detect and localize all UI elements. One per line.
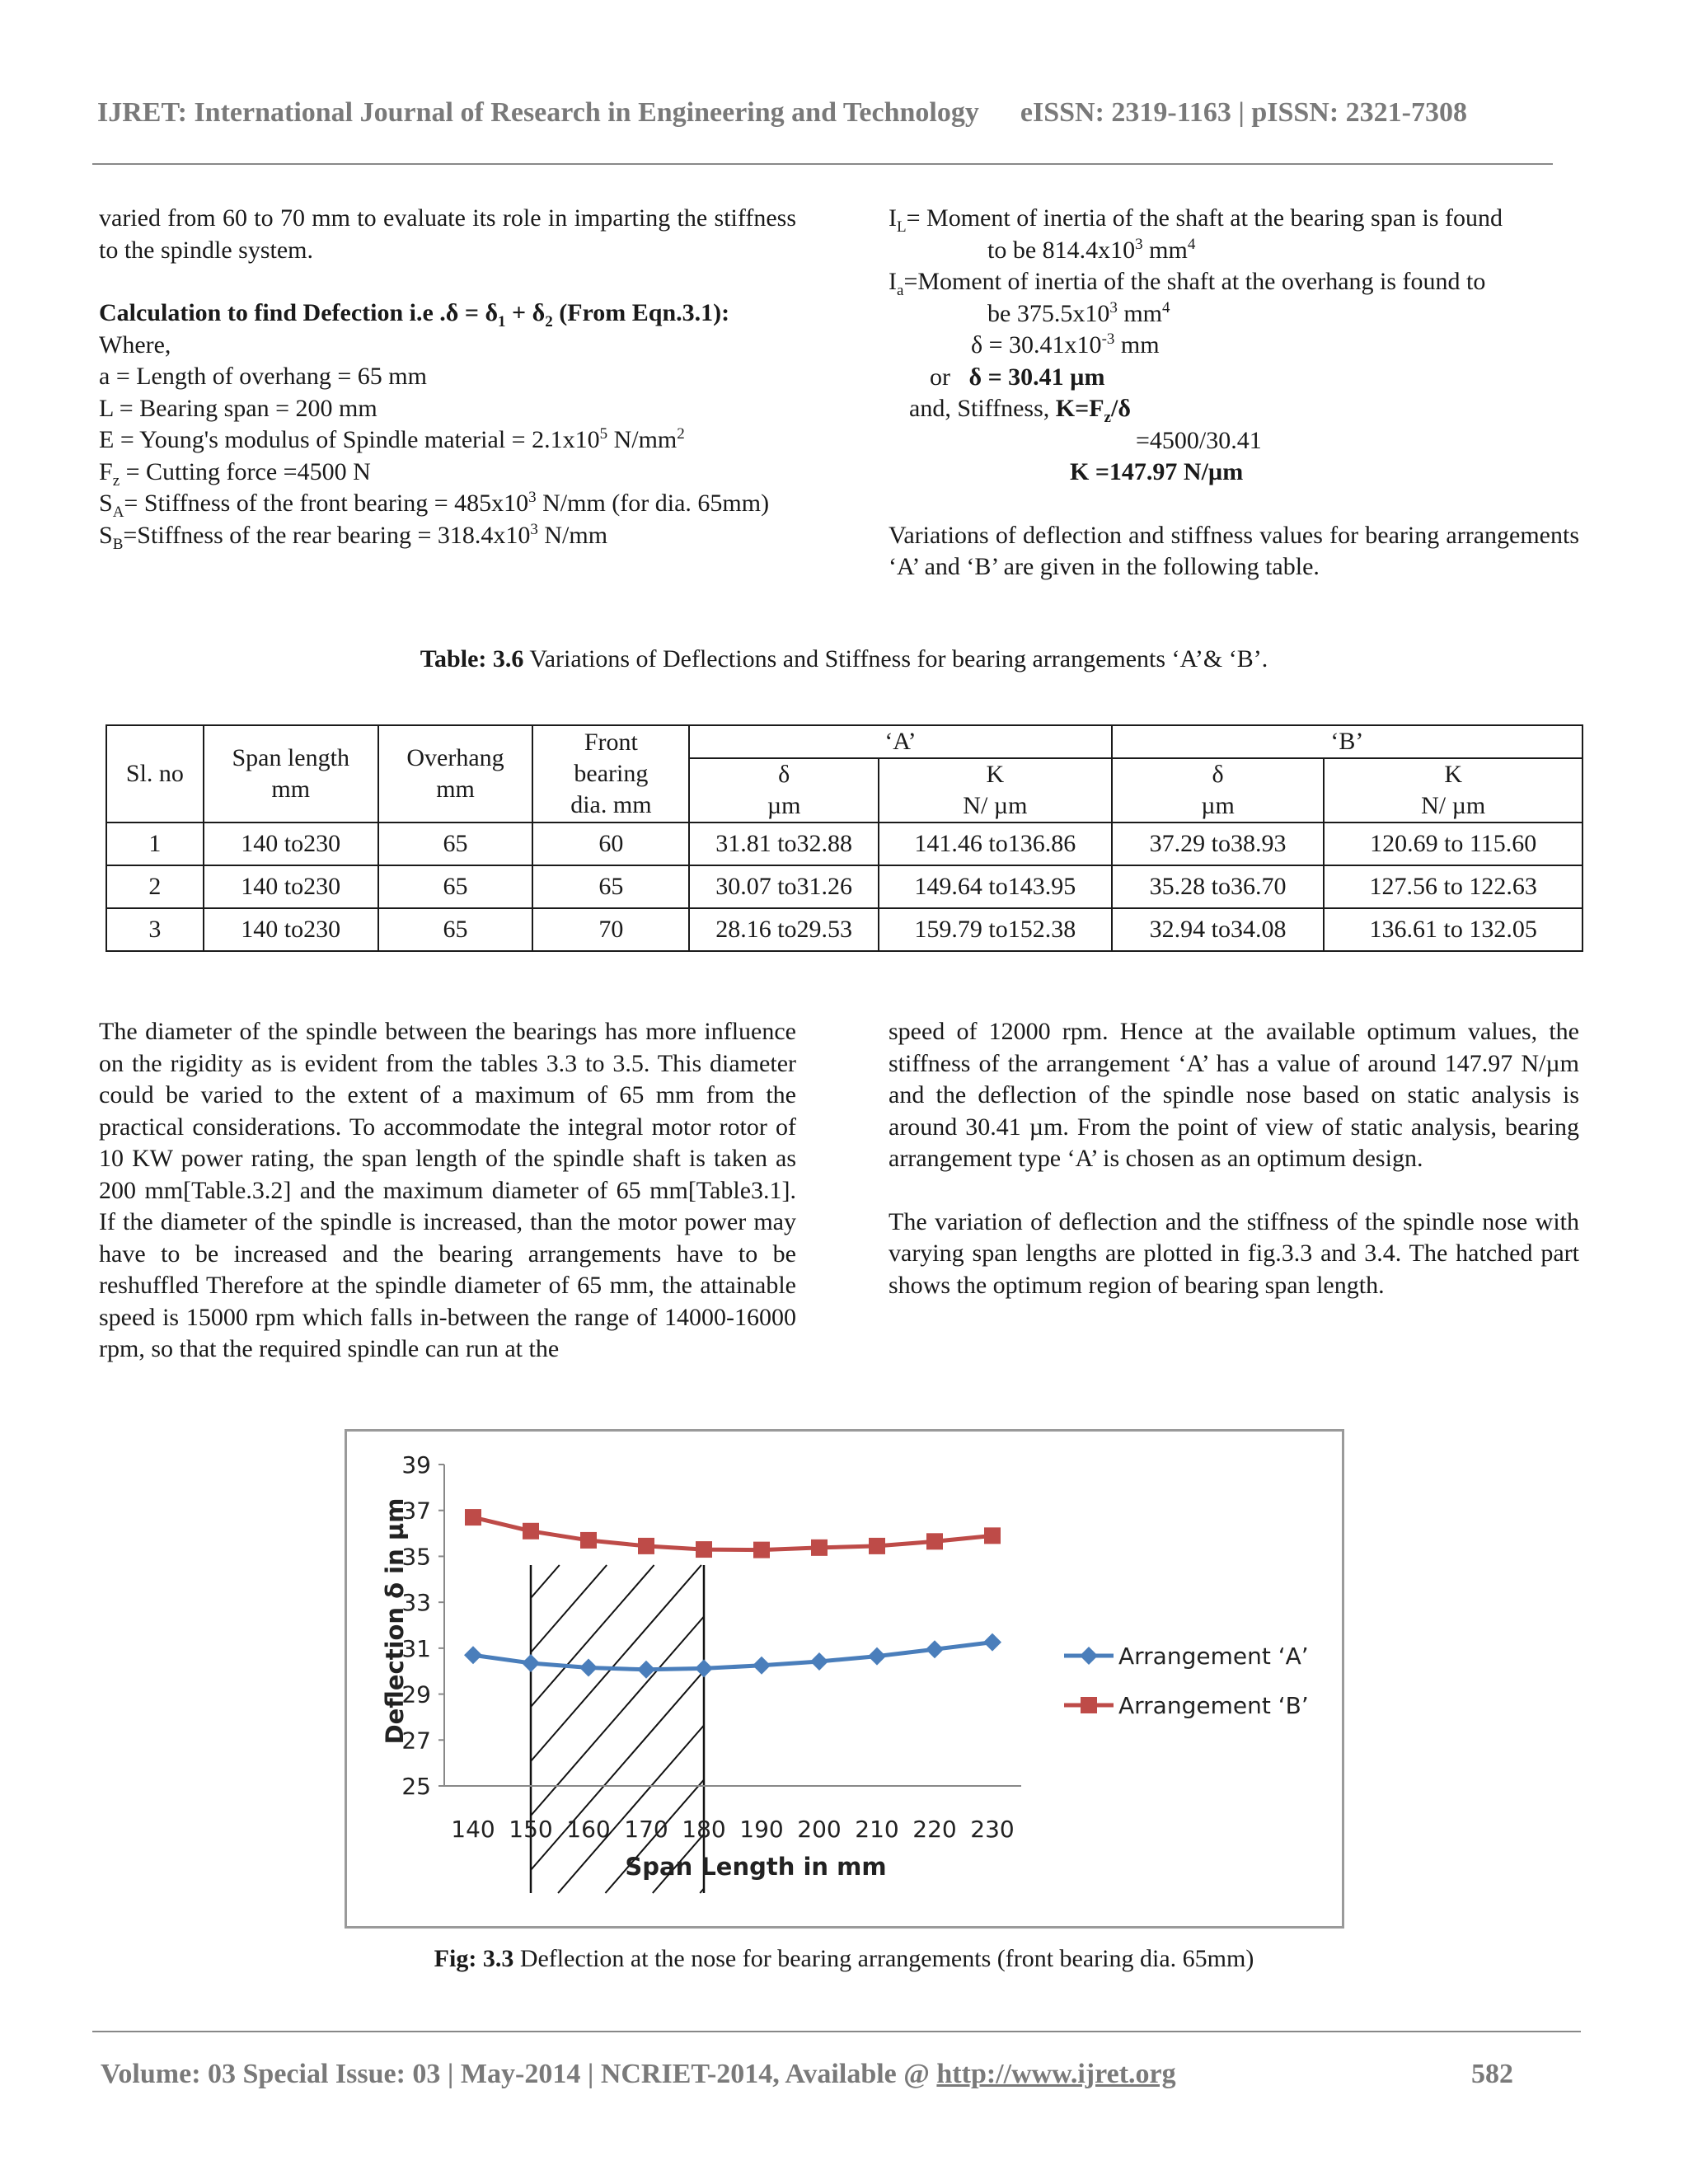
footer-rule	[92, 2031, 1581, 2032]
header-arrangement-b: ‘B’	[1112, 725, 1582, 758]
inertia-span-line: $I_L=$ Moment of inertia of the shaft at the bearing span is found	[889, 204, 1503, 236]
x-tick-label: 140	[451, 1816, 495, 1843]
cell: 60	[532, 823, 689, 865]
running-footer: Volume: 03 Special Issue: 03 | May-2014 | NCRIET-2014, Available @ http://www.ijret.org	[101, 2059, 1176, 2089]
cell: 159.79 to152.38	[879, 908, 1112, 951]
hatch-line	[531, 1565, 654, 1707]
data-point-b	[869, 1538, 885, 1554]
y-tick-label: 35	[401, 1543, 431, 1571]
cell: 140 to230	[204, 865, 378, 908]
cell: 65	[378, 823, 533, 865]
youngs-modulus-def: E = Young's modulus of Spindle material = $2.1x10^5$ $N/mm^2$	[99, 425, 685, 453]
legend-label: Arrangement ‘A’	[1118, 1643, 1309, 1670]
header-b-k: K N/ µm	[1324, 758, 1582, 823]
cell: 32.94 to34.08	[1112, 908, 1325, 951]
data-point-a	[522, 1654, 540, 1672]
header-rule	[92, 163, 1553, 165]
figure-3-3	[345, 1429, 1344, 1929]
cell: 3	[106, 908, 204, 951]
y-tick-label: 33	[401, 1589, 431, 1617]
y-tick-label: 29	[401, 1680, 431, 1708]
inertia-overhang-line: $I_a=Moment$ of inertia of the shaft at the overhang is found to	[889, 268, 1486, 299]
data-point-b	[638, 1538, 654, 1554]
x-tick-label: 200	[797, 1816, 842, 1843]
left-column-body	[99, 1016, 796, 1366]
x-tick-label: 160	[566, 1816, 611, 1843]
legend-label: Arrangement ‘B’	[1118, 1692, 1309, 1719]
delta-mm: $\delta = 30.41x10^{-3}$ mm	[971, 330, 1160, 359]
stiffness-calc: =4500/30.41	[1136, 426, 1262, 454]
calc-heading: Calculation to find Defection i.e $.\delta = \delta_1 + \delta_2$ (From Eqn.3.1):	[99, 299, 730, 330]
data-point-a	[695, 1659, 713, 1677]
hatch-line	[531, 1671, 704, 1871]
cell: 141.46 to136.86	[879, 823, 1112, 865]
series-group	[464, 1509, 1001, 1679]
where-label: Where,	[99, 330, 171, 359]
cell: 127.56 to 122.63	[1324, 865, 1582, 908]
header-a-delta: δ µm	[689, 758, 879, 823]
cell: 37.29 to38.93	[1112, 823, 1325, 865]
page-number: 582	[1471, 2059, 1513, 2089]
stiffness-formula: and, Stiffness, $K=F_z/\delta$	[909, 395, 1131, 426]
right-column-top	[889, 203, 1579, 583]
right-column-body	[889, 1016, 1579, 1301]
cutting-force-def: $F_z$ = Cutting force =4500 N	[99, 457, 371, 490]
cell: 149.64 to143.95	[879, 865, 1112, 908]
cell: 28.16 to29.53	[689, 908, 879, 951]
deflection-stiffness-table	[106, 724, 1583, 952]
body-paragraph: The diameter of the spindle between the bearings has more influence on the rigidity as is evident from the tables 3.3 to 3.5. This diameter could be varied to the extent of a maximum of 65 mm from the practical considerations. To accommodate the integral motor rotor of 10 KW power rating, the span length of the spindle shaft is taken as 200 mm[Table.3.2] and the maximum diameter of 65 mm[Table3.1]. If the diameter of the spindle is increased, than the motor power may have to be increased and the bearing arrangements have to be reshuffled Therefore at the spindle diameter of 65 mm, the attainable speed is 15000 rpm which falls in-between the range of 14000-16000 rpm, so that the required spindle can run at the	[99, 1018, 796, 1362]
data-point-b	[465, 1509, 481, 1526]
cell: 31.81 to32.88	[689, 823, 879, 865]
y-tick-label: 37	[401, 1497, 431, 1525]
data-point-a	[983, 1633, 1001, 1652]
x-tick-label: 170	[624, 1816, 668, 1843]
table-row	[106, 908, 1582, 951]
x-tick-label: 220	[912, 1816, 957, 1843]
optimum-region-hatch	[531, 1565, 704, 1893]
cell: 2	[106, 865, 204, 908]
cell: 65	[378, 908, 533, 951]
variations-paragraph: Variations of deflection and stiffness values for bearing arrangements ‘A’ and ‘B’ are given in the following table.	[889, 521, 1579, 580]
x-tick-label: 190	[739, 1816, 784, 1843]
overhang-def: a = Length of overhang = 65 mm	[99, 363, 427, 390]
table-row	[106, 823, 1582, 865]
data-point-b	[696, 1541, 712, 1558]
header-overhang: Overhang mm	[378, 725, 533, 823]
body-paragraph: The variation of deflection and the stiffness of the spindle nose with varying span lengths are plotted in fig.3.3 and 3.4. The hatched part shows the optimum region of bearing span length.	[889, 1207, 1579, 1299]
data-point-b	[926, 1533, 943, 1549]
header-a-k: K N/ µm	[879, 758, 1112, 823]
legend-marker	[1080, 1647, 1098, 1665]
running-header	[97, 97, 1564, 129]
y-tick-label: 25	[401, 1773, 431, 1800]
data-point-a	[868, 1647, 886, 1666]
y-axis-label: Deflection δ in µm	[381, 1497, 409, 1745]
span-def: L = Bearing span = 200 mm	[99, 394, 377, 422]
data-point-a	[926, 1640, 944, 1658]
header-arrangement-a: ‘A’	[689, 725, 1111, 758]
x-axis-label: Span Length in mm	[625, 1853, 887, 1881]
intro-paragraph: varied from 60 to 70 mm to evaluate its role in imparting the stiffness to the spindle system.	[99, 204, 796, 264]
y-tick-label: 31	[401, 1634, 431, 1662]
y-tick-label: 39	[401, 1451, 431, 1479]
cell: 140 to230	[204, 823, 378, 865]
journal-link[interactable]: http://www.ijret.org	[936, 2059, 1176, 2089]
inertia-overhang-value: be $375.5x10^3$ $mm^4$	[987, 298, 1170, 327]
data-point-b	[523, 1523, 539, 1540]
cell: 70	[532, 908, 689, 951]
deflection-chart	[347, 1432, 1342, 1926]
header-span: Span length mm	[204, 725, 378, 823]
journal-issn: eISSN: 2319-1163 | pISSN: 2321-7308	[1020, 97, 1467, 128]
cell: 65	[378, 865, 533, 908]
series-line-b	[473, 1517, 992, 1550]
data-point-a	[753, 1657, 771, 1675]
cell: 35.28 to36.70	[1112, 865, 1325, 908]
figure-caption: Fig: 3.3 Deflection at the nose for bearing arrangements (front bearing dia. 65mm)	[434, 1945, 1254, 1972]
data-point-a	[810, 1652, 828, 1671]
data-point-b	[753, 1542, 770, 1558]
rear-bearing-stiffness-def: $S_B=Stiffness$ of the rear bearing = $318.4x10^3$ N/mm	[99, 520, 608, 553]
table-caption: Table: 3.6 Variations of Deflections and Stiffness for bearing arrangements ‘A’& ‘B’.	[420, 645, 1268, 673]
x-tick-label: 180	[682, 1816, 726, 1843]
header-sl-no: Sl. no	[106, 725, 204, 823]
data-point-b	[811, 1540, 828, 1556]
stiffness-result: K =147.97 N/µm	[1070, 458, 1244, 485]
x-tick-label: 230	[970, 1816, 1015, 1843]
data-point-b	[580, 1532, 597, 1549]
x-tick-label: 210	[855, 1816, 899, 1843]
cell: 1	[106, 823, 204, 865]
front-bearing-stiffness-def: $S_A=$ Stiffness of the front bearing = $485x10^3$ N/mm (for dia. 65mm)	[99, 489, 770, 521]
cell: 65	[532, 865, 689, 908]
y-tick-label: 27	[401, 1727, 431, 1755]
body-paragraph: speed of 12000 rpm. Hence at the available optimum values, the stiffness of the arrangement ‘A’ has a value of around 147.97 N/µm and the deflection of the spindle nose based on static analysis is around 30.41 µm. From the point of view of static analysis, bearing arrangement type ‘A’ is chosen as an optimum design.	[889, 1018, 1579, 1172]
table-row	[106, 865, 1582, 908]
series-line-a	[473, 1643, 992, 1670]
hatch-line	[531, 1565, 607, 1652]
legend-marker	[1081, 1697, 1097, 1713]
x-tick-label: 150	[509, 1816, 553, 1843]
table-header-row	[106, 725, 1582, 758]
data-point-b	[984, 1527, 1001, 1544]
header-b-delta: δ µm	[1112, 758, 1325, 823]
cell: 120.69 to 115.60	[1324, 823, 1582, 865]
cell: 30.07 to31.26	[689, 865, 879, 908]
journal-name: IJRET: International Journal of Research in Engineering and Technology	[97, 97, 979, 128]
cell: 140 to230	[204, 908, 378, 951]
hatch-line	[531, 1565, 560, 1598]
chart-legend	[1064, 1643, 1309, 1719]
inertia-span-value: to be $814.4x10^3$ $mm^4$	[987, 235, 1196, 264]
data-point-a	[464, 1646, 482, 1664]
delta-um: or δ = 30.41 µm	[930, 363, 1105, 391]
data-point-a	[579, 1659, 598, 1677]
header-front-bearing: Front bearing dia. mm	[532, 725, 689, 823]
cell: 136.61 to 132.05	[1324, 908, 1582, 951]
left-column-top	[99, 203, 796, 551]
